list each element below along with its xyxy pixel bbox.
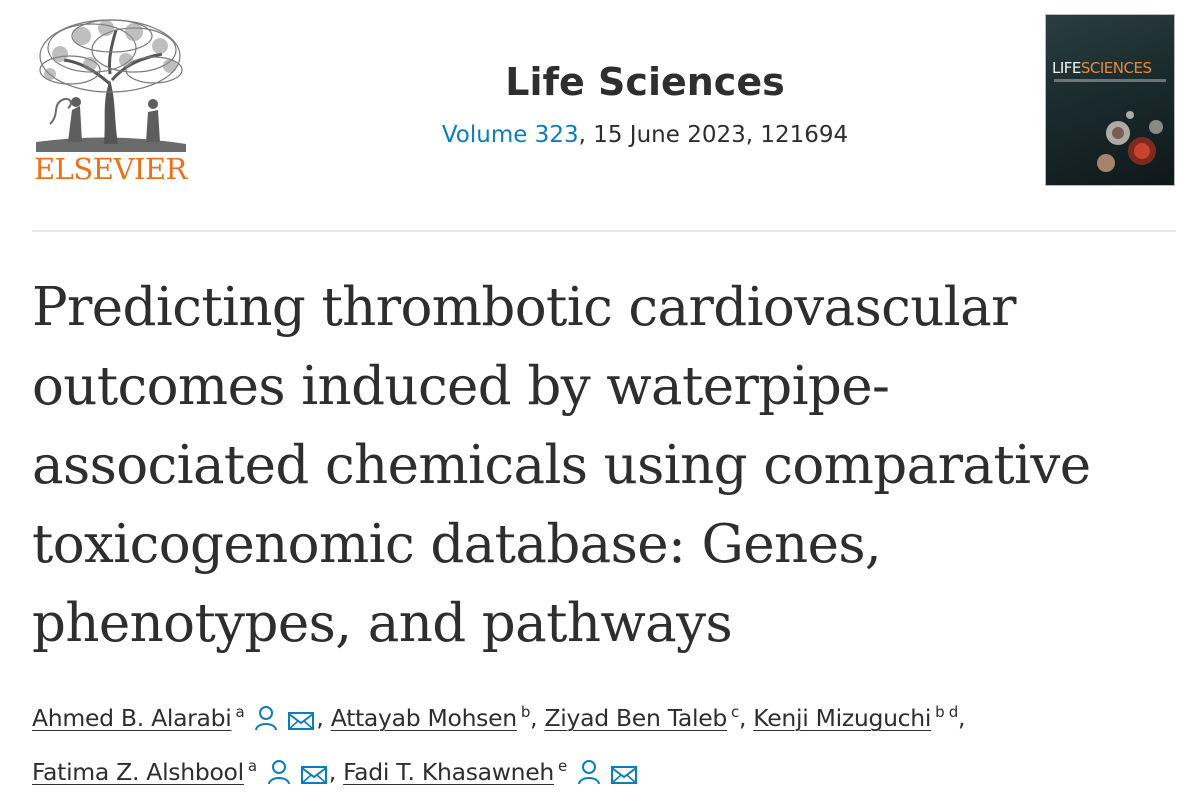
- author-list: [32, 688, 1172, 796]
- author-name-link[interactable]: Attayab Mohsen: [330, 704, 517, 732]
- author-entry: [544, 704, 746, 732]
- publisher-name: ELSEVIER: [34, 152, 187, 186]
- author-separator: ,: [530, 704, 538, 732]
- author-entry: [343, 758, 637, 786]
- tree-emblem-icon: [30, 14, 190, 154]
- article-title: [32, 268, 1162, 663]
- affiliation-marker[interactable]: b: [520, 703, 531, 721]
- author-separator: ,: [328, 758, 336, 786]
- person-icon[interactable]: [577, 759, 601, 785]
- journal-cover-image[interactable]: [1045, 14, 1175, 186]
- author-name-link[interactable]: Fatima Z. Alshbool: [32, 758, 244, 786]
- author-name-link[interactable]: Kenji Mizuguchi: [753, 704, 932, 732]
- journal-header: [300, 60, 990, 148]
- cover-title-part2: SCIENCES: [1080, 59, 1152, 77]
- header-divider: [32, 230, 1176, 232]
- affiliation-marker[interactable]: c: [731, 703, 739, 721]
- affiliation-marker[interactable]: e: [558, 757, 567, 775]
- title-line: associated chemicals using comparative: [32, 435, 1091, 496]
- author-separator: ,: [316, 704, 324, 732]
- cover-artwork: [1046, 15, 1174, 185]
- envelope-icon[interactable]: [301, 765, 327, 785]
- person-icon[interactable]: [254, 705, 278, 731]
- author-name-link[interactable]: Fadi T. Khasawneh: [343, 758, 555, 786]
- cover-title-part1: LIFE: [1052, 59, 1081, 77]
- envelope-icon[interactable]: [288, 711, 314, 731]
- person-icon[interactable]: [267, 759, 291, 785]
- volume-link[interactable]: Volume 323: [441, 121, 579, 148]
- journal-title[interactable]: Life Sciences: [505, 60, 785, 104]
- author-name-link[interactable]: Ziyad Ben Taleb: [544, 704, 727, 732]
- author-entry: [753, 704, 965, 732]
- author-separator: ,: [958, 704, 966, 732]
- title-line: Predicting thrombotic cardiovascular: [32, 277, 1016, 338]
- title-line: outcomes induced by waterpipe-: [32, 356, 890, 417]
- author-name-link[interactable]: Ahmed B. Alarabi: [32, 704, 232, 732]
- title-line: phenotypes, and pathways: [32, 593, 733, 654]
- author-entry: [331, 704, 538, 732]
- affiliation-marker[interactable]: a: [235, 703, 245, 721]
- title-line: toxicogenomic database: Genes,: [32, 514, 882, 575]
- author-separator: ,: [738, 704, 747, 732]
- author-entry: [32, 704, 324, 732]
- issue-line: [300, 122, 990, 148]
- envelope-icon[interactable]: [611, 765, 637, 785]
- issue-details: , 15 June 2023, 121694: [578, 121, 849, 148]
- affiliation-marker[interactable]: b d: [935, 703, 959, 721]
- author-entry: [32, 758, 336, 786]
- affiliation-marker[interactable]: a: [247, 757, 257, 775]
